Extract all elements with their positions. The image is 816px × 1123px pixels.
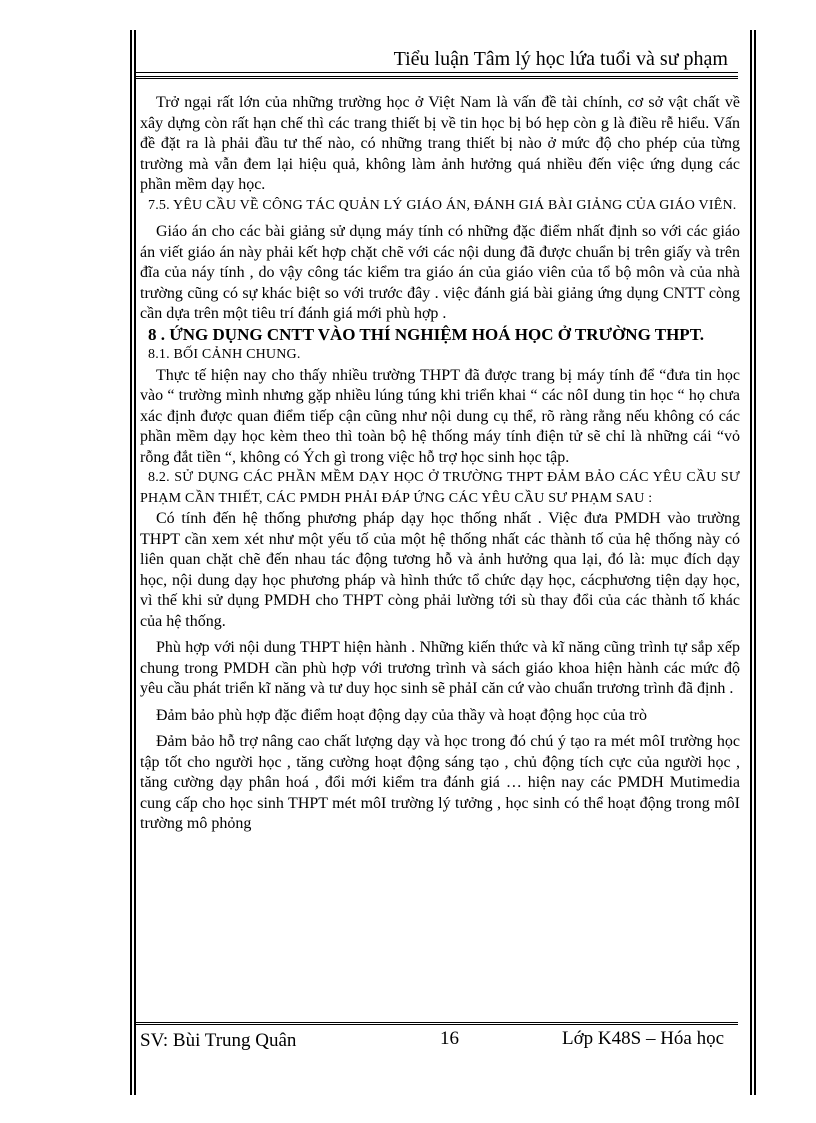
running-header: Tiểu luận Tâm lý học lứa tuổi và sư phạm — [393, 48, 728, 70]
section-heading: 7.5. YÊU CẦU VỀ CÔNG TÁC QUẢN LÝ GIÁO ÁN, ĐÁNH GIÁ BÀI GIẢNG CỦA GIÁO VIÊN. — [148, 197, 737, 213]
footer-student: SV: Bùi Trung Quân — [140, 1030, 297, 1051]
paragraph: Thực tế hiện nay cho thấy nhiều trường THPT đã được trang bị máy tính để “đưa tin học vào “ trường mình nhưng gặp nhiều lúng túng khi triển khai “ các nôI dung tin học “ họ chưa xác định được quan điểm tiếp cận cũng như nội dung cụ thể, rõ ràng rằng nếu không có các phần mềm dạy học kèm theo thì toàn bộ hệ thống máy tính điện tử sẽ chỉ là những cái “vỏ rỗng đắt tiền “, không có Ých gì trong việc hỗ trợ học sinh học tập. — [140, 366, 740, 466]
paragraph: Giáo án cho các bài giảng sử dụng máy tính có những đặc điểm nhất định so với các giáo án viết giáo án này phải kết hợp chặt chẽ với các nội dung đã được chuẩn bị trên giấy và trên đĩa của náy tính , do vậy công tác kiểm tra giáo án của giáo viên của tổ bộ môn và của nhà trường cũng có sự khác biệt so với trước đây . việc đánh giá bài giảng ứng dụng CNTT còng cần dựa trên một tiêu trí đánh giá mới phù hợp . — [140, 223, 740, 322]
section-heading: 8.2. SỬ DỤNG CÁC PHẦN MỀM DẠY HỌC Ở TRƯỜNG THPT ĐẢM BẢO CÁC YÊU CẦU SƯ PHẠM CẦN THIẾT, CÁC PMDH PHẢI ĐÁP ỨNG CÁC YÊU CẦU SƯ PHẠM SAU : — [140, 470, 740, 506]
header-rule — [136, 72, 738, 79]
paragraph: Đảm bảo hỗ trợ nâng cao chất lượng dạy và học trong đó chú ý tạo ra mét môI trường học tập tốt cho người học , tăng cường hoạt động sáng tạo , chủ động tích cực của người học , tăng cường dạy phân hoá , đổi mới kiểm tra đánh giá … hiện nay các PMDH Mutimedia cung cấp cho học sinh THPT mét môI trường lý tưởng , học sinh có thể hoạt động trong môI trường mô phỏng — [140, 733, 740, 832]
chapter-heading: 8 . ỨNG DỤNG CNTT VÀO THÍ NGHIỆM HOÁ HỌC Ở TRƯỜNG THPT. — [148, 324, 705, 344]
footer-class: Lớp K48S – Hóa học — [562, 1028, 725, 1049]
paragraph: Trở ngại rất lớn của những trường học ở Việt Nam là vấn đề tài chính, cơ sở vật chất về xây dựng còn rất hạn chế thì các trang thiết bị về tin học bị bó hẹp còn g là điều rễ hiểu. Vấn đề đặt ra là phải đầu tư thế nào, có những trang thiết bị nào ở mức độ cho phép của từng trường mà vẫn đem lại hiệu quả, không làm ảnh hưởng quá nhiều đến việc ứng dụng các phần mềm dạy học. — [140, 94, 740, 193]
paragraph: Có tính đến hệ thống phương pháp dạy học thống nhất . Việc đưa PMDH vào trường THPT cần xem xét như một yếu tố của một hệ thống nhất các thành tố của hệ thống này có liên quan chặt chẽ đến nhau tác động tương hỗ và ảnh hưởng qua lại, đó là: mục đích dạy học, nội dung dạy học phương pháp và hình thức tổ chức dạy học, cácphương tiện dạy học, vì thế khi sử dụng PMDH cho THPT còng phải lường tới sù thay đổi của các thành tố khác của hệ thống. — [140, 510, 740, 630]
document-body — [140, 93, 740, 835]
paragraph: Đảm bảo phù hợp đặc điểm hoạt động dạy của thầy và hoạt động học của trò — [156, 706, 647, 724]
page-number: 16 — [440, 1028, 459, 1049]
section-heading: 8.1. BỐI CẢNH CHUNG. — [148, 347, 301, 362]
paragraph: Phù hợp với nội dung THPT hiện hành . Những kiến thức và kĩ năng cũng trình tự sắp xếp chung trong PMDH cần phù hợp với trương trình và sách giáo khoa hiện hành các mức độ yêu cầu phát triển kĩ năng và tư duy học sinh sẽ phảI căn cứ vào chuẩn trương trình đã định . — [140, 639, 740, 697]
